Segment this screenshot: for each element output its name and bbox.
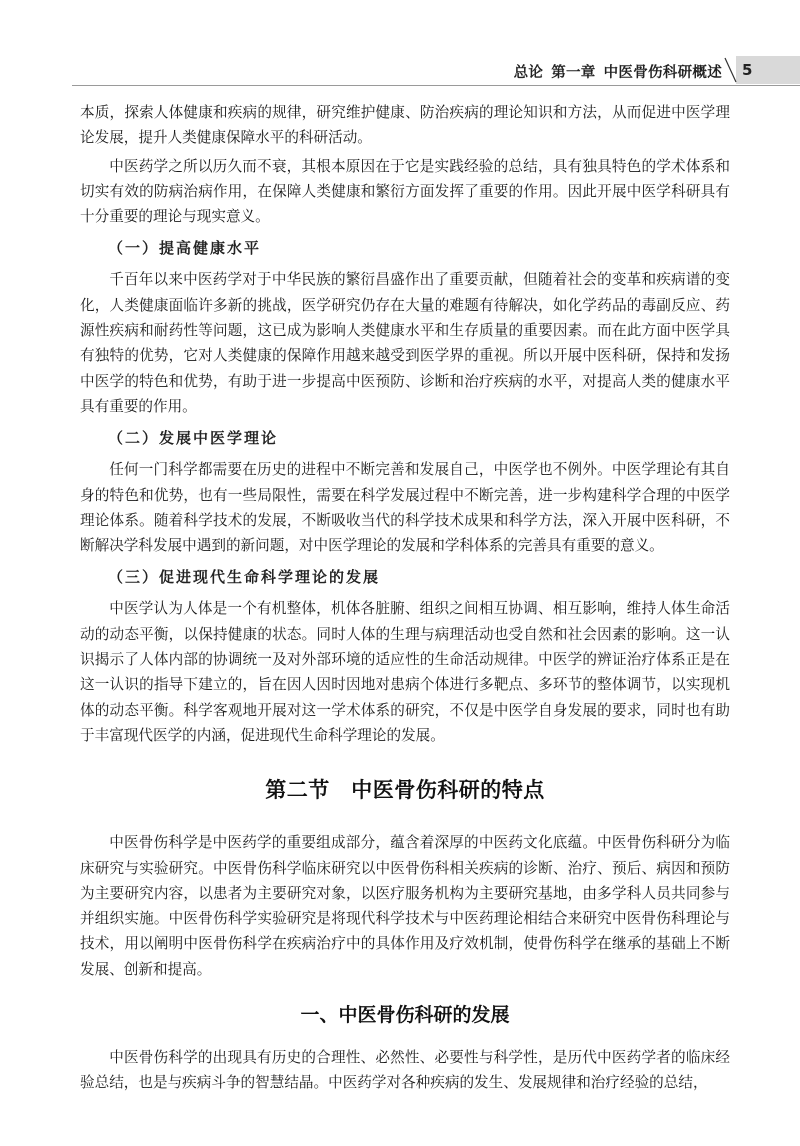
paragraph-continued: 本质，探索人体健康和疾病的规律，研究维护健康、防治疾病的理论知识和方法，从而促进中医学理论发展，提升人类健康保障水平的科研活动。	[80, 104, 730, 147]
page-number: 5	[742, 61, 753, 79]
paragraph-development: 中医骨伤科学的出现具有历史的合理性、必然性、必要性与科学性，是历代中医药学者的临床经验总结，也是与疾病斗争的智慧结晶。中医药学对各种疾病的发生、发展规律和治疗经验的总结，	[80, 1049, 730, 1092]
paragraph-health: 千百年以来中医药学对于中华民族的繁衍昌盛作出了重要贡献，但随着社会的变革和疾病谱的变化，人类健康面临许多新的挑战，医学研究仍存在大量的难题有待解决，如化学药品的毒副反应、药源性疾病和耐药性等问题，这已成为影响人类健康水平和生存质量的重要因素。而在此方面中医学具有独特的优势，它对人类健康的保障作用越来越受到医学界的重视。所以开展中医科研，保持和发扬中医学的特色和优势，有助于进一步提高中医预防、诊断和治疗疾病的水平，对提高人类的健康水平具有重要的作用。	[80, 271, 730, 415]
header-slash-divider	[724, 56, 738, 84]
paragraph-significance: 中医药学之所以历久而不衰，其根本原因在于它是实践经验的总结，具有独具特色的学术体系和切实有效的防病治病作用，在保障人类健康和繁衍方面发挥了重要的作用。因此开展中医学科研具有十分重要的理论与现实意义。	[80, 157, 730, 226]
subheading-health: （一）提高健康水平	[108, 239, 262, 258]
paragraph-orthopedics-intro: 中医骨伤科学是中医药学的重要组成部分，蕴含着深厚的中医药文化底蕴。中医骨伤科研分为临床研究与实验研究。中医骨伤科学临床研究以中医骨伤科相关疾病的诊断、治疗、预后、病因和预防为主要研究内容，以患者为主要研究对象，以医疗服务机构为主要研究基地，由多学科人员共同参与并组织实施。中医骨伤科学实验研究是将现代科学技术与中医药理论相结合来研究中医骨伤科理论与技术，用以阐明中医骨伤科学在疾病治疗中的具体作用及疗效机制，使骨伤科学在继承的基础上不断发展、创新和提高。	[80, 834, 730, 978]
header-chapter: 第一章	[551, 65, 596, 81]
paragraph-theory: 任何一门科学都需要在历史的进程中不断完善和发展自己，中医学也不例外。中医学理论有其自身的特色和优势，也有一些局限性，需要在科学发展过程中不断完善，进一步构建科学合理的中医学理论体系。随着科学技术的发展，不断吸收当代的科学技术成果和科学方法，深入开展中医科研，不断解决学科发展中遇到的新问题，对中医学理论的发展和学科体系的完善具有重要的意义。	[80, 461, 730, 555]
page-body	[80, 100, 730, 1096]
header-chapter-title: 中医骨伤科研概述	[603, 65, 722, 81]
header-text	[506, 61, 722, 82]
subheading-life-science: （三）促进现代生命科学理论的发展	[108, 568, 381, 587]
subsection-title: 一、中医骨伤科研的发展	[300, 1004, 510, 1027]
paragraph-life-science: 中医学认为人体是一个有机整体，机体各脏腑、组织之间相互协调、相互影响，维持人体生命活动的动态平衡，以保持健康的状态。同时人体的生理与病理活动也受自然和社会因素的影响。这一认识揭示了人体内部的协调统一及对外部环境的适应性的生命活动规律。中医学的辨证治疗体系正是在这一认识的指导下建立的，旨在因人因时因地对患病个体进行多靶点、多环节的整体调节，以实现机体的动态平衡。科学客观地开展对这一学术体系的研究，不仅是中医学自身发展的要求，同时也有助于丰富现代医学的内涵，促进现代生命科学理论的发展。	[80, 600, 730, 744]
header-rule	[72, 85, 800, 86]
subheading-theory: （二）发展中医学理论	[108, 429, 279, 448]
running-header	[0, 56, 800, 86]
section-title: 第二节 中医骨伤科研的特点	[265, 777, 545, 803]
header-part: 总论	[513, 65, 544, 81]
